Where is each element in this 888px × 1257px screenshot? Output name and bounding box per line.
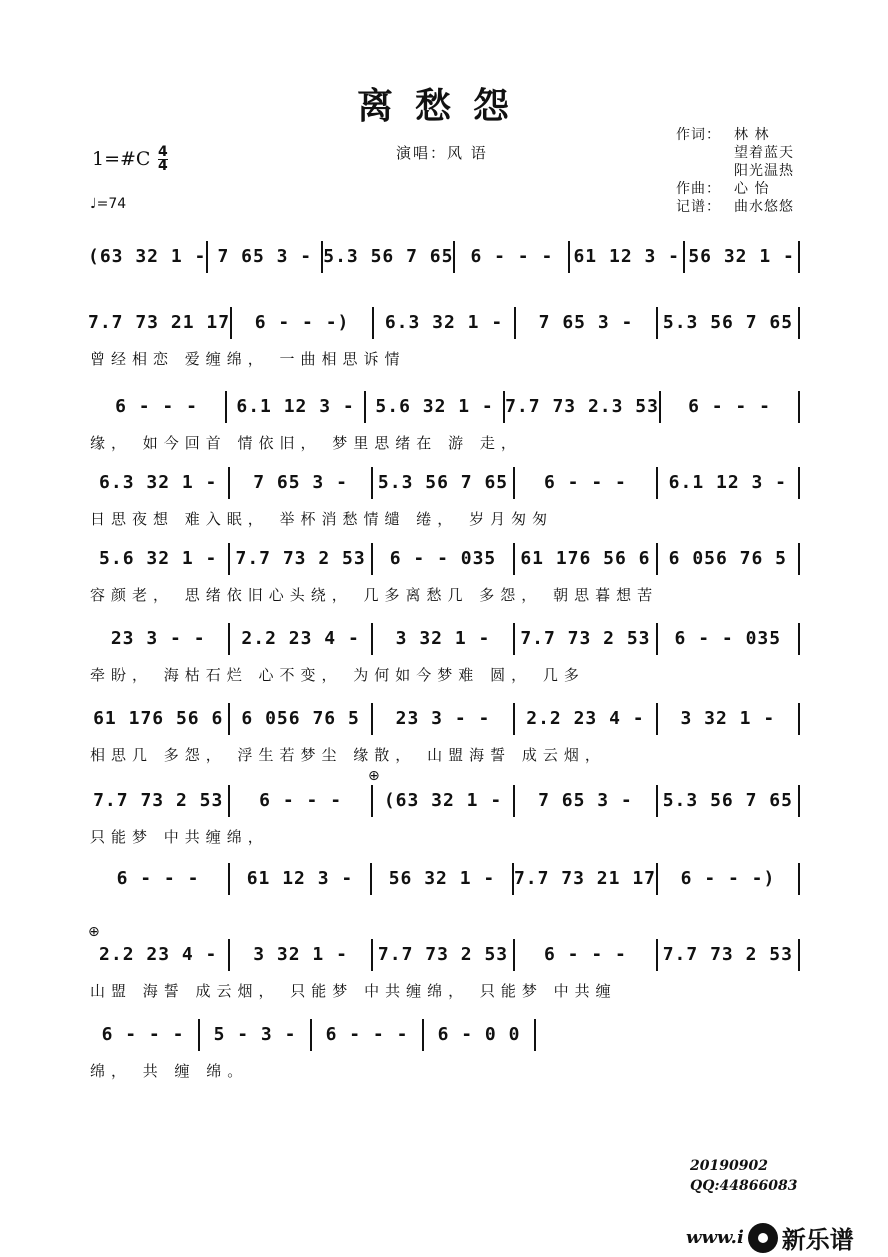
transcriber-label: 记谱：	[676, 199, 721, 215]
measure: 7 65 3 -	[230, 467, 372, 499]
site-logo[interactable]	[686, 1220, 854, 1255]
measure: 7.7 73 2 53	[658, 939, 800, 971]
time-sig-top: 4	[158, 144, 168, 160]
score-line	[88, 938, 800, 1001]
composer: 心 怡	[734, 181, 770, 197]
notes-row	[88, 542, 800, 576]
measure: 6 - - 035	[658, 623, 800, 655]
measure: 7 65 3 -	[516, 307, 658, 339]
measure: 7.7 73 21 17	[88, 307, 232, 339]
score-line	[88, 1018, 536, 1081]
measure: 23 3 - -	[373, 703, 515, 735]
measure: 2.2 23 4 -	[515, 703, 657, 735]
measure: 6.3 32 1 -	[88, 467, 230, 499]
lyricist: 林 林	[734, 127, 770, 143]
measure: 61 176 56 6	[88, 703, 230, 735]
measure: (63 32 1 -	[373, 785, 515, 817]
lyrics-line: 牵盼， 海枯石烂 心不变， 为何如今梦难 圆， 几多	[90, 666, 585, 684]
lyrics-line: 山盟 海誓 成云烟， 只能梦 中共缠绵， 只能梦 中共缠	[90, 982, 617, 1000]
lyrics-line: 相思几 多怨， 浮生若梦尘 缘散， 山盟海誓 成云烟，	[90, 746, 606, 764]
measure: 7.7 73 2 53	[230, 543, 372, 575]
measure: 6 056 76 5	[230, 703, 372, 735]
measure: 7.7 73 2 53	[373, 939, 515, 971]
measure: 7 65 3 -	[208, 241, 323, 273]
measure: 6 - - -	[515, 939, 657, 971]
measure: 6 - - -	[230, 785, 372, 817]
lyrics-line: 容颜老， 思绪依旧心头绕， 几多离愁几 多怨， 朝思暮想苦	[90, 586, 659, 604]
song-title: 离愁怨	[356, 85, 531, 127]
measure: 5 - 3 -	[200, 1019, 312, 1051]
measure: 7.7 73 21 17	[514, 863, 658, 895]
footer-notes	[690, 1156, 798, 1196]
measure: 56 32 1 -	[685, 241, 800, 273]
notes-row	[88, 622, 800, 656]
measure: 5.3 56 7 65	[658, 307, 800, 339]
measure: 6.1 12 3 -	[658, 467, 800, 499]
time-signature	[158, 146, 168, 173]
measure: 23 3 - -	[88, 623, 230, 655]
notes-row	[88, 784, 800, 818]
notes-row	[88, 1018, 536, 1052]
measure: 5.3 56 7 65	[658, 785, 800, 817]
lyrics-line: 日思夜想 难入眠， 举杯消愁情缱 绻， 岁月匆匆	[90, 510, 554, 528]
singer-credit: 演唱：风 语	[396, 144, 488, 162]
score-line	[88, 466, 800, 529]
tempo-marking: ♩=74	[90, 196, 127, 212]
notes-row	[88, 466, 800, 500]
measure: 6 - - -)	[658, 863, 800, 895]
score-line	[88, 784, 800, 847]
notes-row	[88, 306, 800, 340]
coda-sign-2: ⊕	[88, 924, 100, 940]
lyricist-label: 作词：	[676, 127, 721, 143]
notes-row	[88, 702, 800, 736]
measure: 3 32 1 -	[658, 703, 800, 735]
measure: 6 - - -	[661, 391, 800, 423]
lyrics-line: 缘， 如今回首 情依旧， 梦里思绪在 游 走，	[90, 434, 522, 452]
measure: 3 32 1 -	[230, 939, 372, 971]
qq-contact: QQ:44866083	[690, 1178, 798, 1194]
notes-row	[88, 938, 800, 972]
measure: 7 65 3 -	[515, 785, 657, 817]
site-url: www.i	[686, 1227, 744, 1248]
coda-sign-1: ⊕	[368, 768, 380, 784]
measure: 6 - - 035	[373, 543, 515, 575]
measure: 6 - - -	[455, 241, 570, 273]
time-sig-bottom: 4	[158, 158, 168, 174]
measure: 6 - - -	[88, 863, 230, 895]
measure: 5.6 32 1 -	[88, 543, 230, 575]
measure: 2.2 23 4 -	[230, 623, 372, 655]
measure: 5.3 56 7 65	[323, 241, 455, 273]
measure: 3 32 1 -	[373, 623, 515, 655]
measure: 7.7 73 2.3 53	[505, 391, 661, 423]
score-line	[88, 306, 800, 369]
lyricist-3: 阳光温热	[734, 163, 794, 179]
score-line	[88, 390, 800, 453]
measure: (63 32 1 -	[88, 241, 208, 273]
measure: 6 - - -	[515, 467, 657, 499]
measure: 2.2 23 4 -	[88, 939, 230, 971]
notes-row	[88, 240, 800, 274]
measure: 6 - - -	[312, 1019, 424, 1051]
score-line	[88, 862, 800, 904]
measure: 6 - - -)	[232, 307, 374, 339]
measure: 61 176 56 6	[515, 543, 657, 575]
measure: 56 32 1 -	[372, 863, 514, 895]
measure: 7.7 73 2 53	[88, 785, 230, 817]
transcriber: 曲水悠悠	[734, 199, 794, 215]
score-line	[88, 240, 800, 282]
measure: 6 - - -	[88, 391, 227, 423]
notes-row	[88, 390, 800, 424]
composer-label: 作曲：	[676, 181, 721, 197]
transcription-date: 20190902	[690, 1158, 768, 1174]
key-signature: 1=#C	[92, 148, 151, 170]
measure: 5.6 32 1 -	[366, 391, 505, 423]
measure: 61 12 3 -	[570, 241, 685, 273]
score-line	[88, 702, 800, 765]
measure: 7.7 73 2 53	[515, 623, 657, 655]
notes-row	[88, 862, 800, 896]
site-brand: 新乐谱	[781, 1226, 854, 1254]
record-disc-icon	[748, 1223, 778, 1253]
lyrics-line: 曾经相恋 爱缠绵， 一曲相思诉情	[90, 350, 406, 368]
measure: 6 056 76 5	[658, 543, 800, 575]
lyricist-2: 望着蓝天	[734, 145, 794, 161]
score-line	[88, 542, 800, 605]
measure: 6.1 12 3 -	[227, 391, 366, 423]
measure: 5.3 56 7 65	[373, 467, 515, 499]
score-line	[88, 622, 800, 685]
measure: 61 12 3 -	[230, 863, 372, 895]
credits-block	[676, 126, 794, 216]
lyrics-line: 只能梦 中共缠绵，	[90, 828, 269, 846]
lyrics-line: 绵， 共 缠 绵。	[90, 1062, 249, 1080]
measure: 6 - 0 0	[424, 1019, 536, 1051]
measure: 6.3 32 1 -	[374, 307, 516, 339]
measure: 6 - - -	[88, 1019, 200, 1051]
